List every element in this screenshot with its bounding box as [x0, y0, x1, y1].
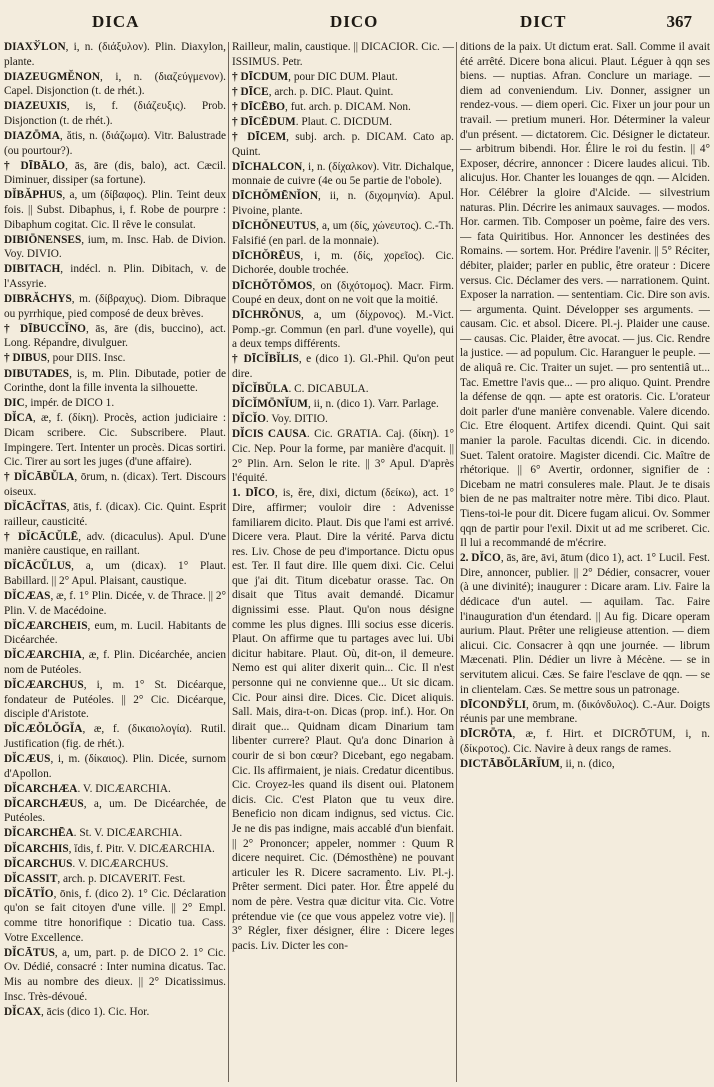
dictionary-entry	[232, 219, 454, 248]
dictionary-entry	[232, 412, 454, 427]
entry-headword: † DĪCĒDUM	[232, 115, 296, 128]
entry-headword: DIAZEUXIS	[4, 100, 67, 113]
dictionary-entry	[4, 411, 226, 469]
entry-definition: , i, m. (δίς, χορεῖος). Cic. Dichorée, double trochée.	[232, 249, 454, 277]
dictionary-entry	[460, 727, 710, 756]
dictionary-entry	[232, 397, 454, 412]
entry-definition: , fut. arch. p. DICAM. Non.	[285, 100, 411, 113]
entry-headword: DĬCÆŎLŎGĬA	[4, 723, 83, 736]
entry-definition: . C. DICABULA.	[288, 383, 369, 396]
entry-definition: , æ, f. Plin. Dicéarchée, ancien nom de Putéoles.	[4, 649, 226, 676]
entry-definition: , i, n. (διαζεύγμενον). Capel. Disjonction (t. de rhét.).	[4, 70, 226, 98]
entry-headword: DĪCHŎMĒNĬON	[232, 190, 318, 203]
dictionary-entry	[4, 70, 226, 99]
entry-definition: , indécl. n. Plin. Dibitach, v. de l'Assyrie.	[4, 263, 226, 290]
entry-definition: , i, n. (δίχαλκον). Vitr. Dichalque, monnaie de cuivre (4e ou 5e partie de l'obole).	[232, 160, 454, 188]
entry-definition: , a, um (δίχρονος). M.-Vict. Pomp.-gr. Commun (en parl. d'une voyelle), qui a deux temps différents.	[232, 309, 454, 351]
entry-headword: † DĪBUCCĬNO	[4, 322, 86, 335]
dictionary-entry	[4, 367, 226, 396]
entry-headword: † DĪCĒBO	[232, 100, 286, 113]
entry-headword: † DĪBĀLO	[4, 159, 66, 172]
guide-word-center: DICO	[330, 12, 379, 31]
entry-definition: , a, um (δίβαφος). Plin. Teint deux fois. || Subst. Dibaphus, i, f. Robe de pourpre : Dibaphum cogitat. Cic. Il rêve le consulat.	[4, 189, 226, 231]
entry-headword: DĬCÆAS	[4, 589, 51, 602]
entry-headword: DĬCARCHIS	[4, 842, 69, 855]
entry-definition: , i, m. (δίκαιος). Plin. Dicée, surnom d'Apollon.	[4, 753, 226, 780]
dictionary-entry	[4, 40, 226, 69]
dictionary-entry	[232, 189, 454, 218]
dictionary-entry	[4, 500, 226, 529]
page-number: 367	[666, 12, 692, 31]
dictionary-entry	[4, 887, 226, 945]
entry-definition: , is, f. (διάζευξις). Prob. Disjonction (t. de rhét.).	[4, 100, 226, 127]
dictionary-entry	[4, 159, 226, 188]
dictionary-entry	[232, 382, 454, 397]
dictionary-entry	[232, 70, 454, 85]
entry-definition: ditions de la paix. Ut dictum erat. Sall. Comme il avait été arrêté. Dicere bona alicui. Plaut. Léguer à qqn ses biens. — nuptias. Afran. Conclure un mariage. — diem ad conveniendum. Liv. Donner, assigner un rendez-vous. — diem operi. Cic. Fixer un jour pour un travail. — pretium muneri. Hor. Déterminer la valeur d'un présent. — dictatorem. Cic. Désigner le dictateur. — arbitrum bibendi. Hor. Élire le roi du festin. || 4° Exposer, décrire, annoncer : Dicere laudes alicui. Tib. alicujus. Hor. Chanter les louanges de qqn. — Alciden. Hor. Célébrer la gloire d'Alcide. — silvestrium naturas. Plin. Décrire les animaux sauvages. — modos. Hor. carmen. Tib. Composer un poème, faire des vers. — fata Quiritibus. Hor. Annoncer les destinées des Romains. — sortem. Hor. Prédire l'avenir. || 5° Réciter, débiter, plaider; parler en public, être orateur : Dicere versus. Cic. Déclamer des vers. — narrationem. Quint. Exposer la narration. — sententiam. Cic. Dire son avis. — argumenta. Quint. Développer ses arguments. — causam. Cic. et absol. Dicere. Pl.-j. Plaider une cause. — causas. Cic. Plaider, être avocat. — jus. Cic. Rendre la justice. — ad populum. Cic. Haranguer le peuple. — de aliquâ re. Cic. Traiter un sujet. — pro sententiâ ut... Tac. Emettre l'avis que... — pro aliquo. Quint. Prendre la défense de qqn. — apte est oratoris. Cic. L'orateur doit parler d'une manière convenable. Valere dicendo. Cic. Etre éloquent. Artifex dicendi. Quint. Qui sait manier la parole. Facultas dicendi. Cic. in dicendo. Suet. Talent oratoire. Magister dicendi. Cic. Maître de rhétorique. || 6° Avertir, ordonner, signifier de : Dicebam ne matri consuleres male. Plaut. Je te disais bien de ne pas maltraiter notre mère. Tibi dico. Plaut. Tiens-toi-le pour dit. Dicere fugam alicui. Ov. Sommer qqn de partir pour l'exil. Dixit ut ad me scriberet. Cic. Il lui a recommandé de m'écrire.	[460, 41, 710, 550]
entry-definition: , i, m. 1° St. Dicéarque, fondateur de Putéoles. || 2° Cic. Dicéarque, disciple d'Aristote.	[4, 679, 226, 721]
entry-headword: † DIBUS	[4, 352, 48, 365]
entry-definition: , æ, f. 1° Plin. Dicée, v. de Thrace. || 2° Plin. V. de Macédoine.	[4, 589, 226, 617]
dictionary-entry	[232, 427, 454, 485]
entry-definition: , arch. p. DICAVERIT. Fest.	[57, 872, 186, 885]
entry-definition: , i, n. (διάξυλον). Plin. Diaxylon, plante.	[4, 41, 226, 68]
dictionary-entry	[232, 352, 454, 381]
dictionary-entry	[4, 470, 226, 499]
running-header	[0, 12, 714, 38]
entry-definition: , a, um. De Dicéarchée, de Putéoles.	[4, 797, 226, 825]
entry-definition: , æ, f. (δικαιολογία). Rutil. Justification (fig. de rhét.).	[4, 723, 226, 750]
entry-definition: , ii, n. (dico 1). Varr. Parlage.	[307, 398, 439, 411]
dictionary-entry	[4, 1005, 226, 1020]
entry-headword: DIBRĂCHYS	[4, 293, 72, 306]
entry-definition: , a, um, part. p. de DICO 2. 1° Cic. Ov. Dédié, consacré : Inter numina dicatus. Tac. Mis au nombre des dieux. || 2° Dicatissimus. Insc. Très-dévoué.	[4, 946, 226, 1003]
entry-headword: DĪCHŎTŎMOS	[232, 279, 313, 292]
entry-headword: DIAXЎLON	[4, 41, 66, 53]
entry-headword: DĬCIS CAUSA	[232, 428, 307, 441]
dictionary-entry	[232, 486, 454, 953]
entry-headword: DĪCHŎRĒUS	[232, 249, 301, 262]
entry-definition: , is, m. Plin. Dibutade, potier de Corinthe, dont la fille inventa la silhouette.	[4, 367, 226, 395]
entry-definition: , ii, n. (διχομηνία). Apul. Pivoine, plante.	[232, 190, 454, 218]
entry-definition: , ĭdis, f. Pitr. V. DICÆARCHIA.	[68, 842, 215, 855]
dictionary-entry	[4, 292, 226, 321]
entry-headword: DĬCÆARCHEIS	[4, 619, 88, 632]
entry-headword: 2. DĬCO	[460, 552, 501, 565]
entry-definition: . Plaut. C. DICDUM.	[295, 115, 393, 128]
entry-definition: . V. DICÆARCHIA.	[77, 782, 171, 795]
entry-headword: DĬCÆUS	[4, 753, 51, 765]
entry-headword: DIBIŌNENSES	[4, 233, 82, 246]
dictionary-entry	[4, 722, 226, 751]
entry-headword: DĪCHALCON	[232, 160, 303, 173]
entry-definition: , pour DIC DUM. Plaut.	[288, 70, 398, 83]
dictionary-entry	[232, 130, 454, 159]
entry-headword: DĬCĀTUS	[4, 946, 55, 959]
dictionary-entry	[4, 857, 226, 872]
entry-definition: , ātis, f. (dicax). Cic. Quint. Esprit railleur, causticité.	[4, 500, 226, 528]
dictionary-entry	[4, 99, 226, 128]
dictionary-entry	[4, 782, 226, 797]
entry-definition: , impér. de DICO 1.	[24, 397, 115, 410]
dictionary-entry	[232, 308, 454, 352]
dictionary-entry	[460, 698, 710, 727]
entry-headword: † DĪCE	[232, 85, 269, 98]
entry-definition: , on (διχότομος). Macr. Firm. Coupé en deux, dont on ne voit que la moitié.	[232, 279, 454, 307]
dictionary-entry	[232, 160, 454, 189]
dictionary-entry	[232, 279, 454, 308]
entry-headword: DĬBĂPHUS	[4, 189, 63, 202]
entry-headword: DIAZŌMA	[4, 130, 60, 143]
entry-definition: , pour DIIS. Insc.	[47, 352, 126, 365]
dictionary-entry	[232, 115, 454, 130]
dictionary-entry	[460, 40, 710, 551]
dictionary-entry	[460, 551, 710, 697]
entry-headword: DĬCĬBŬLA	[232, 383, 289, 396]
entry-headword: † DĪCEM	[232, 131, 287, 144]
entry-definition: , subj. arch. p. DICAM. Cato ap. Quint.	[232, 131, 454, 158]
entry-definition: , æ, f. (δίκη). Procès, action judiciaire : Dicam scribere. Cic. Subscribere. Plaut. Impingere. Tert. Intenter un procès. Dicas sortiri. Cic. Tirer au sort les juges (d'une affaire).	[4, 412, 226, 469]
dictionary-entry	[4, 797, 226, 826]
entry-headword: DĪCHRŎNUS	[232, 309, 302, 322]
dictionary-entry	[4, 842, 226, 857]
guide-word-left: DICA	[92, 12, 140, 31]
column-left	[4, 40, 226, 1085]
dictionary-entry	[4, 559, 226, 588]
entry-headword: DĬCĬO	[232, 413, 266, 426]
dictionary-entry	[4, 946, 226, 1004]
column-middle	[232, 40, 454, 1085]
entry-definition: , m. (δίβραχυς). Diom. Dibraque ou pyrrhique, pied composé de deux brèves.	[4, 293, 226, 320]
entry-headword: DĬCARCHĒA	[4, 827, 74, 840]
entry-headword: DIC	[4, 397, 25, 410]
entry-definition: , ās, āre, āvi, ātum (dico 1), act. 1° Lucil. Fest. Dire, annoncer, publier. || 2° Dédier, consacrer, vouer (à une divinité); inaugurer : Dicare aram. Liv. Faire la dédicace d'un autel. — aquilam. Tac. Faire l'inauguration d'un étendard. || Au fig. Dicare operam aurium. Plaut. Prêter une religieuse attention. — diem alicui. Cic. Consacrer à qqn une journée. — librum Mæcenati. Plin. Dédier un livre à Mécène. — se in servitutem alicui. Cæs. Se faire l'esclave de qqn. — se in clientelam. Cæs. Se mettre sous un patronage.	[460, 552, 710, 696]
entry-headword: DĬCĬMŌNĬUM	[232, 398, 308, 411]
entry-headword: DĬCARCHÆUS	[4, 797, 84, 810]
dictionary-entry	[232, 100, 454, 115]
entry-definition: , ōrum, m. (δικόνδυλος). C.-Aur. Doigts réunis par une membrane.	[460, 698, 710, 726]
entry-definition: , ii, n. (dico,	[559, 758, 615, 771]
dictionary-entry	[4, 262, 226, 291]
entry-headword: DĬCĀCŬLUS	[4, 560, 72, 573]
entry-headword: DICTĀBŎLĀRĬUM	[460, 758, 560, 771]
entry-headword: DIAZEUGMĔNON	[4, 70, 101, 83]
dictionary-entry	[4, 678, 226, 722]
column-divider	[456, 42, 457, 1082]
dictionary-entry	[4, 188, 226, 232]
dictionary-entry	[4, 233, 226, 262]
entry-definition: , ōrum, n. (dicax). Tert. Discours oiseux.	[4, 471, 226, 498]
dictionary-entry	[4, 396, 226, 411]
dictionary-entry	[4, 752, 226, 781]
dictionary-entry	[460, 757, 710, 772]
entry-definition: , æ, f. Hirt. et DICRŌTUM, i, n. (δίκροτος). Cic. Navire à deux rangs de rames.	[460, 728, 710, 755]
entry-headword: DĪCRŌTA	[460, 728, 513, 741]
entry-definition: , ācis (dico 1). Cic. Hor.	[41, 1005, 150, 1018]
dictionary-entry	[4, 648, 226, 677]
column-right	[460, 40, 710, 1085]
dictionary-entry	[232, 249, 454, 278]
entry-headword: DĬCAX	[4, 1005, 42, 1018]
dictionary-entry	[4, 619, 226, 648]
dictionary-entry	[232, 40, 454, 69]
entry-definition: , ōnis, f. (dico 2). 1° Cic. Déclaration qu'on se fait citoyen d'une ville. || 2° Empl. comme titre honorifique : Dicatio tua. Cass. Votre Excellence.	[4, 887, 226, 944]
entry-definition: . V. DICÆARCHUS.	[72, 857, 169, 870]
dictionary-entry	[4, 530, 226, 559]
entry-headword: DĬCÆARCHUS	[4, 679, 84, 692]
entry-headword: DĬCA	[4, 412, 33, 425]
entry-headword: DĬCARCHÆA	[4, 782, 78, 795]
entry-headword: † DĪCĬBĬLIS	[232, 353, 299, 366]
entry-headword: DĬCĀTĬO	[4, 887, 54, 900]
guide-word-right: DICT	[520, 12, 567, 31]
entry-definition: , ās, āre (dis, balo), act. Cæcil. Diminuer, dissiper (sa fortune).	[4, 159, 226, 187]
dictionary-entry	[4, 351, 226, 366]
entry-definition: , is, ĕre, dixi, dictum (δείκω), act. 1° Dire, affirmer; vouloir dire : Advenisse familiarem dicito. Plaut. Dis que l'ami est arrivé. Dicere vera. Plaut. Dire la vérité. Parva dictu res. Liv. Chose de peu d'importance. Dictu opus est. Ter. Il faut dire. Ille quem dixi. Cic. Celui que j'ai dit. Titum dicebatur orasse. Tac. On disait que Titus avait demandé. Dicamur dignissimi esse. Plaut. Qu'on nous désigne comme les plus dignes. Illi socius esse diceris. Plaut. On affirme que tu partages avec lui. Ubi dicitur habitare. Plaut. Où, dit-on, il demeure. Nemo est qui aliter dixerit quin... Cic. Il n'est personne qui ne convienne que... Ut sic dicam. Cic. Pour ainsi dire. Dices. Cic. Dicet aliquis. Sall. Mais, dira-t-on. Dicas (prop. inf.). Hor. On dirait que... Quidnam dicam Dinarium tam libenter currere? Plaut. Qu'a donc Dinarion à courir de si bon cœur? Dicebant, ego negabam. Cic. Ils affirmaient, je niais. Credatur dicentibus. Cic. Croyez-les quand ils disent oui. Platonem dicis. Cic. C'est Platon que tu veux dire. Beneficio non dicam indignus, sed victus. Cic. Je ne dis pas indigne, mais accablé d'un bienfait. || 2° Prononcer; appeler, nommer : Quum R dicere nequiret. Cic. (Démosthène) ne pouvant articuler les R. Dicere sacramento. Liv. Pl.-j. Prêter serment. Dici pater. Hor. Être appelé du nom de père. Vestra quæ dicitur vita. Cic. Votre prétendue vie (ce que vous appelez votre vie). || 3° Régler, fixer désigner, élire : Dicere leges pacis. Liv. Dicter les con-	[232, 487, 454, 952]
dictionary-entry	[4, 589, 226, 618]
entry-definition: , adv. (dicaculus). Apul. D'une manière caustique, en raillant.	[4, 530, 226, 558]
column-divider	[228, 42, 229, 1082]
entry-headword: 1. DĪCO	[232, 487, 275, 500]
entry-headword: DĬCARCHUS	[4, 857, 73, 870]
entry-definition: . St. V. DICÆARCHIA.	[73, 827, 183, 840]
entry-definition: , ătis, n. (διάζωμα). Vitr. Balustrade (ou pourtour?).	[4, 130, 226, 157]
dictionary-entry	[232, 85, 454, 100]
dictionary-entry	[4, 129, 226, 158]
dictionary-entry	[4, 826, 226, 841]
entry-headword: † DĬCĀCŬLĒ	[4, 530, 79, 543]
entry-definition: , arch. p. DIC. Plaut. Quint.	[268, 85, 394, 98]
entry-headword: DĬCÆARCHIA	[4, 649, 82, 662]
entry-headword: DĬCĀCĬTAS	[4, 500, 67, 513]
entry-definition: , a, um (δίς, χώνευτος). C.-Th. Falsifié (en parl. de la monnaie).	[232, 220, 454, 247]
entry-definition: , ās, āre (dis, buccino), act. Long. Répandre, divulguer.	[4, 322, 226, 350]
entry-definition: . Cic. GRATIA. Caj. (δίκη). 1° Cic. Nep. Pour la forme, par manière d'acquit. || 2° Plin. Arn. Selon le rite. || 3° Apul. D'après l'équité.	[232, 428, 454, 485]
entry-headword: † DĪCDUM	[232, 70, 289, 83]
entry-definition: , eum, m. Lucil. Habitants de Dicéarchée.	[4, 619, 226, 647]
entry-headword: DĬCASSIT	[4, 872, 58, 885]
entry-headword: DĪCHŎNEUTUS	[232, 220, 317, 233]
dictionary-entry	[4, 322, 226, 351]
entry-definition: . Voy. DITIO.	[265, 413, 328, 426]
entry-definition: , e (dico 1). Gl.-Phil. Qu'on peut dire.	[232, 353, 454, 381]
dictionary-entry	[4, 872, 226, 887]
entry-headword: DIBUTADES	[4, 367, 70, 380]
entry-headword: † DĬCĀBŬLA	[4, 471, 75, 484]
entry-headword: DĪCONDЎLI	[460, 698, 527, 711]
entry-definition: Railleur, malin, caustique. || DICACIOR. Cic. — ISSIMUS. Petr.	[232, 41, 454, 68]
entry-definition: , a, um (dicax). 1° Plaut. Babillard. || 2° Apul. Plaisant, caustique.	[4, 560, 226, 587]
entry-headword: DIBITACH	[4, 263, 61, 276]
entry-definition: , ium, m. Insc. Hab. de Divion. Voy. DIVIO.	[4, 233, 226, 261]
